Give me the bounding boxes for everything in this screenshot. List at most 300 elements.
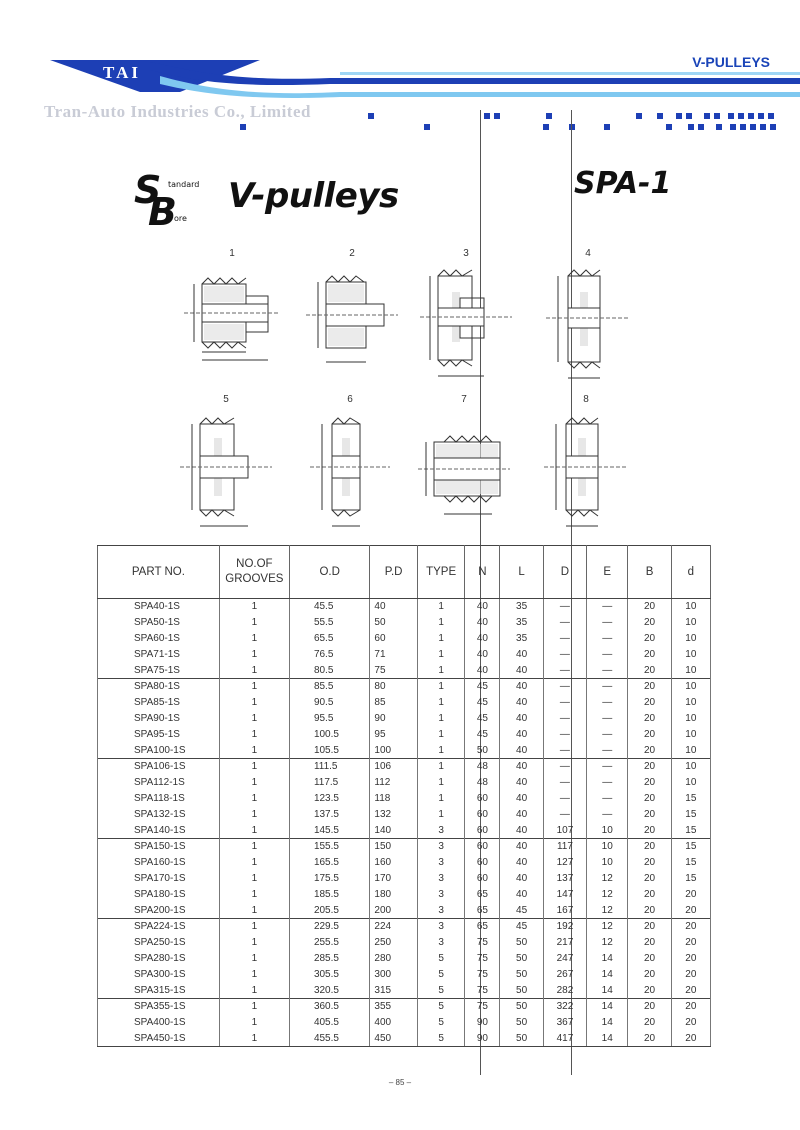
table-cell: 40	[500, 806, 543, 822]
pulley-drawing-icon	[166, 408, 286, 538]
table-cell: 10	[671, 662, 710, 678]
figure-type-3: 3	[406, 248, 526, 388]
table-cell: 367	[543, 1015, 586, 1031]
table-cell: SPA200-1S	[98, 902, 220, 918]
table-cell: 50	[500, 982, 543, 998]
table-cell: 12	[587, 918, 628, 934]
table-cell: —	[543, 599, 586, 615]
table-cell: 75	[465, 951, 500, 967]
table-cell: 75	[465, 966, 500, 982]
table-cell: 355	[370, 998, 417, 1014]
table-cell: SPA450-1S	[98, 1031, 220, 1047]
table-cell: 10	[587, 855, 628, 871]
table-cell: 1	[219, 791, 289, 807]
table-cell: —	[587, 775, 628, 791]
figure-type-6: 6	[290, 394, 410, 534]
table-cell: 20	[671, 982, 710, 998]
table-cell: 20	[671, 998, 710, 1014]
table-cell: 60	[465, 838, 500, 854]
table-cell: 111.5	[289, 758, 369, 774]
table-cell: 20	[628, 791, 671, 807]
table-cell: 1	[219, 599, 289, 615]
table-cell: 45	[500, 902, 543, 918]
table-cell: —	[543, 646, 586, 662]
table-cell: 1	[219, 775, 289, 791]
table-cell: 3	[417, 902, 464, 918]
figure-type-2: 2	[292, 248, 412, 388]
table-cell: 127	[543, 855, 586, 871]
table-cell: 205.5	[289, 902, 369, 918]
table-cell: 40	[500, 855, 543, 871]
table-cell: SPA315-1S	[98, 982, 220, 998]
col-n: N	[465, 546, 500, 599]
table-cell: —	[543, 726, 586, 742]
table-cell: 3	[417, 871, 464, 887]
table-cell: 20	[671, 951, 710, 967]
figure-type-4: 4	[528, 248, 648, 388]
company-name: Tran-Auto Industries Co., Limited	[44, 102, 311, 121]
table-cell: 1	[219, 998, 289, 1014]
col-od: O.D	[289, 546, 369, 599]
table-cell: —	[543, 695, 586, 711]
table-cell: —	[543, 791, 586, 807]
table-cell: —	[587, 615, 628, 631]
table-cell: SPA100-1S	[98, 742, 220, 758]
table-row	[98, 806, 711, 822]
table-cell: 1	[417, 791, 464, 807]
table-cell: 10	[587, 838, 628, 854]
table-cell: 60	[465, 791, 500, 807]
table-cell: —	[543, 806, 586, 822]
table-cell: 90.5	[289, 695, 369, 711]
table-cell: 155.5	[289, 838, 369, 854]
table-cell: 1	[417, 742, 464, 758]
section-title: V-PULLEYS	[692, 54, 770, 70]
table-row	[98, 711, 711, 727]
table-cell: 300	[370, 966, 417, 982]
table-row	[98, 758, 711, 774]
table-cell: 75	[465, 998, 500, 1014]
table-cell: 170	[370, 871, 417, 887]
table-row	[98, 871, 711, 887]
table-cell: —	[543, 615, 586, 631]
table-row	[98, 631, 711, 647]
table-row	[98, 742, 711, 758]
table-cell: SPA355-1S	[98, 998, 220, 1014]
table-cell: 75	[465, 935, 500, 951]
table-cell: 48	[465, 775, 500, 791]
table-cell: 90	[370, 711, 417, 727]
table-cell: 76.5	[289, 646, 369, 662]
table-cell: 40	[500, 695, 543, 711]
table-cell: 247	[543, 951, 586, 967]
table-cell: 40	[465, 631, 500, 647]
table-cell: 60	[465, 871, 500, 887]
table-cell: —	[543, 742, 586, 758]
table-cell: 60	[370, 631, 417, 647]
table-cell: 50	[465, 742, 500, 758]
table-cell: 95	[370, 726, 417, 742]
table-cell: —	[543, 775, 586, 791]
table-cell: 10	[671, 646, 710, 662]
table-cell: 15	[671, 871, 710, 887]
table-cell: 145.5	[289, 822, 369, 838]
table-cell: 71	[370, 646, 417, 662]
table-cell: 1	[417, 615, 464, 631]
table-row	[98, 1031, 711, 1047]
table-cell: 45	[465, 726, 500, 742]
table-cell: —	[587, 791, 628, 807]
table-cell: 1	[417, 662, 464, 678]
pulley-drawing-icon	[404, 408, 524, 538]
table-header-row	[98, 546, 711, 599]
table-row	[98, 695, 711, 711]
table-cell: 417	[543, 1031, 586, 1047]
table-cell: 20	[628, 918, 671, 934]
table-cell: 40	[500, 838, 543, 854]
table-row	[98, 822, 711, 838]
table-cell: 1	[219, 758, 289, 774]
table-cell: 40	[500, 758, 543, 774]
pulley-drawing-icon	[290, 408, 410, 538]
table-cell: 85	[370, 695, 417, 711]
table-cell: 200	[370, 902, 417, 918]
table-cell: —	[543, 758, 586, 774]
table-cell: 75	[370, 662, 417, 678]
table-cell: 65	[465, 918, 500, 934]
table-cell: 5	[417, 966, 464, 982]
table-cell: SPA160-1S	[98, 855, 220, 871]
table-cell: 1	[219, 935, 289, 951]
table-cell: 40	[500, 726, 543, 742]
pulley-drawing-icon	[292, 262, 412, 382]
table-cell: 1	[417, 599, 464, 615]
table-cell: 95.5	[289, 711, 369, 727]
table-cell: 20	[628, 758, 671, 774]
table-cell: 229.5	[289, 918, 369, 934]
table-cell: 40	[500, 886, 543, 902]
table-cell: 20	[628, 855, 671, 871]
table-cell: 10	[671, 631, 710, 647]
table-cell: SPA71-1S	[98, 646, 220, 662]
table-cell: 20	[628, 678, 671, 694]
table-cell: 20	[628, 822, 671, 838]
table-cell: 1	[219, 855, 289, 871]
table-cell: 40	[500, 662, 543, 678]
table-cell: 45	[500, 918, 543, 934]
table-cell: 20	[671, 902, 710, 918]
table-row	[98, 726, 711, 742]
table-cell: —	[587, 711, 628, 727]
table-cell: 322	[543, 998, 586, 1014]
table-cell: 50	[500, 1031, 543, 1047]
table-cell: 3	[417, 838, 464, 854]
table-cell: 10	[671, 599, 710, 615]
col-l: L	[500, 546, 543, 599]
figure-type-8: 8	[526, 394, 646, 534]
table-row	[98, 615, 711, 631]
table-cell: 20	[628, 886, 671, 902]
table-cell: 20	[628, 966, 671, 982]
table-cell: 107	[543, 822, 586, 838]
table-cell: 117.5	[289, 775, 369, 791]
table-cell: 167	[543, 902, 586, 918]
table-cell: 1	[219, 742, 289, 758]
table-cell: 40	[465, 615, 500, 631]
table-cell: 180	[370, 886, 417, 902]
table-cell: 20	[628, 615, 671, 631]
figure-type-5: 5	[166, 394, 286, 534]
table-row	[98, 646, 711, 662]
header-band	[0, 0, 800, 100]
col-part-no: PART NO.	[98, 546, 220, 599]
table-cell: 1	[219, 966, 289, 982]
table-cell: 3	[417, 935, 464, 951]
table-cell: SPA80-1S	[98, 678, 220, 694]
table-cell: 165.5	[289, 855, 369, 871]
table-cell: 40	[465, 646, 500, 662]
table-cell: SPA112-1S	[98, 775, 220, 791]
pulley-drawing-icon	[526, 408, 646, 538]
table-cell: 10	[587, 822, 628, 838]
table-cell: 1	[219, 646, 289, 662]
table-cell: 35	[500, 599, 543, 615]
figure-type-7: 7	[404, 394, 524, 534]
table-cell: 12	[587, 902, 628, 918]
table-cell: 15	[671, 806, 710, 822]
table-cell: 20	[671, 1031, 710, 1047]
table-cell: 137	[543, 871, 586, 887]
table-cell: 35	[500, 615, 543, 631]
table-cell: —	[587, 726, 628, 742]
col-type: TYPE	[417, 546, 464, 599]
page-number: – 85 –	[388, 1078, 412, 1087]
table-row	[98, 998, 711, 1014]
table-cell: 3	[417, 855, 464, 871]
table-row	[98, 918, 711, 934]
table-cell: 1	[417, 775, 464, 791]
table-cell: 20	[671, 918, 710, 934]
table-cell: 1	[219, 678, 289, 694]
col-pd: P.D	[370, 546, 417, 599]
table-cell: SPA132-1S	[98, 806, 220, 822]
table-cell: 50	[500, 998, 543, 1014]
table-cell: —	[587, 599, 628, 615]
table-cell: 3	[417, 886, 464, 902]
table-cell: 45	[465, 695, 500, 711]
table-cell: 20	[628, 982, 671, 998]
table-cell: 45	[465, 678, 500, 694]
table-cell: 1	[219, 886, 289, 902]
table-cell: SPA180-1S	[98, 886, 220, 902]
table-cell: SPA400-1S	[98, 1015, 220, 1031]
table-cell: 20	[628, 631, 671, 647]
pulley-drawing-icon	[528, 262, 648, 392]
table-cell: 280	[370, 951, 417, 967]
table-cell: 40	[500, 775, 543, 791]
table-cell: 20	[628, 711, 671, 727]
table-cell: 20	[671, 886, 710, 902]
table-cell: 20	[628, 935, 671, 951]
table-cell: 320.5	[289, 982, 369, 998]
table-cell: 20	[671, 935, 710, 951]
table-cell: 20	[628, 871, 671, 887]
table-cell: 20	[628, 646, 671, 662]
table-cell: 20	[628, 1015, 671, 1031]
table-cell: 60	[465, 855, 500, 871]
table-cell: 40	[465, 599, 500, 615]
table-cell: 14	[587, 966, 628, 982]
table-row	[98, 902, 711, 918]
table-cell: 35	[500, 631, 543, 647]
table-cell: 60	[465, 822, 500, 838]
table-cell: 65	[465, 886, 500, 902]
col-b: B	[628, 546, 671, 599]
table-cell: 192	[543, 918, 586, 934]
series-label: SPA-1	[574, 166, 672, 201]
pulley-drawing-icon	[406, 262, 526, 392]
table-row	[98, 1015, 711, 1031]
table-cell: 5	[417, 998, 464, 1014]
table-cell: 160	[370, 855, 417, 871]
table-cell: SPA250-1S	[98, 935, 220, 951]
table-cell: 10	[671, 711, 710, 727]
table-cell: 285.5	[289, 951, 369, 967]
table-cell: 175.5	[289, 871, 369, 887]
table-cell: 14	[587, 982, 628, 998]
table-cell: 1	[417, 695, 464, 711]
table-cell: 15	[671, 838, 710, 854]
table-cell: —	[543, 678, 586, 694]
table-row	[98, 966, 711, 982]
table-cell: 147	[543, 886, 586, 902]
table-cell: 1	[417, 711, 464, 727]
table-cell: SPA106-1S	[98, 758, 220, 774]
table-cell: 20	[628, 838, 671, 854]
table-cell: 1	[219, 982, 289, 998]
table-cell: 40	[500, 742, 543, 758]
table-cell: 14	[587, 1015, 628, 1031]
table-cell: 20	[628, 1031, 671, 1047]
table-cell: 1	[219, 726, 289, 742]
table-cell: 123.5	[289, 791, 369, 807]
table-cell: 1	[219, 806, 289, 822]
table-row	[98, 886, 711, 902]
table-cell: 360.5	[289, 998, 369, 1014]
table-cell: 50	[370, 615, 417, 631]
table-cell: 224	[370, 918, 417, 934]
table-cell: 50	[500, 1015, 543, 1031]
table-cell: 20	[628, 599, 671, 615]
table-cell: 20	[628, 998, 671, 1014]
table-cell: 10	[671, 726, 710, 742]
table-cell: SPA50-1S	[98, 615, 220, 631]
table-cell: SPA140-1S	[98, 822, 220, 838]
table-cell: SPA75-1S	[98, 662, 220, 678]
table-cell: 20	[628, 726, 671, 742]
table-cell: 267	[543, 966, 586, 982]
table-cell: SPA224-1S	[98, 918, 220, 934]
table-cell: —	[587, 806, 628, 822]
table-cell: 10	[671, 678, 710, 694]
table-row	[98, 935, 711, 951]
table-cell: 60	[465, 806, 500, 822]
table-cell: 185.5	[289, 886, 369, 902]
table-cell: —	[587, 758, 628, 774]
table-cell: 282	[543, 982, 586, 998]
table-cell: SPA95-1S	[98, 726, 220, 742]
table-row	[98, 599, 711, 615]
table-cell: —	[587, 742, 628, 758]
table-row	[98, 662, 711, 678]
table-cell: 40	[500, 711, 543, 727]
table-cell: 20	[628, 951, 671, 967]
table-cell: 40	[500, 871, 543, 887]
table-cell: 5	[417, 1031, 464, 1047]
table-cell: 20	[628, 775, 671, 791]
table-cell: 20	[671, 1015, 710, 1031]
table-cell: 100.5	[289, 726, 369, 742]
page-title: V-pulleys	[228, 176, 399, 216]
table-cell: 3	[417, 822, 464, 838]
table-cell: 217	[543, 935, 586, 951]
table-cell: 14	[587, 998, 628, 1014]
table-cell: 40	[500, 646, 543, 662]
table-cell: 315	[370, 982, 417, 998]
table-cell: 1	[219, 711, 289, 727]
table-cell: 455.5	[289, 1031, 369, 1047]
table-cell: 40	[500, 822, 543, 838]
table-cell: 1	[219, 631, 289, 647]
table-cell: 80	[370, 678, 417, 694]
table-cell: 1	[219, 918, 289, 934]
table-cell: 20	[628, 806, 671, 822]
table-cell: 15	[671, 855, 710, 871]
table-cell: 20	[671, 966, 710, 982]
table-cell: 1	[219, 838, 289, 854]
table-cell: SPA85-1S	[98, 695, 220, 711]
table-cell: 5	[417, 951, 464, 967]
table-cell: 40	[465, 662, 500, 678]
table-cell: 118	[370, 791, 417, 807]
col-grooves: NO.OF GROOVES	[219, 546, 289, 599]
table-cell: 50	[500, 951, 543, 967]
table-cell: 1	[417, 758, 464, 774]
table-cell: 5	[417, 1015, 464, 1031]
table-cell: 14	[587, 1031, 628, 1047]
table-cell: 132	[370, 806, 417, 822]
table-cell: 75	[465, 982, 500, 998]
table-cell: 1	[219, 615, 289, 631]
table-cell: 50	[500, 966, 543, 982]
table-cell: 40	[370, 599, 417, 615]
table-cell: 10	[671, 775, 710, 791]
table-cell: 106	[370, 758, 417, 774]
table-cell: 137.5	[289, 806, 369, 822]
pulley-drawing-icon	[172, 262, 292, 382]
table-cell: SPA170-1S	[98, 871, 220, 887]
table-cell: 3	[417, 918, 464, 934]
table-cell: 1	[219, 902, 289, 918]
table-row	[98, 791, 711, 807]
table-cell: —	[587, 646, 628, 662]
table-cell: 20	[628, 662, 671, 678]
table-cell: SPA118-1S	[98, 791, 220, 807]
table-cell: 40	[500, 791, 543, 807]
table-cell: SPA90-1S	[98, 711, 220, 727]
table-cell: 12	[587, 935, 628, 951]
table-row	[98, 951, 711, 967]
